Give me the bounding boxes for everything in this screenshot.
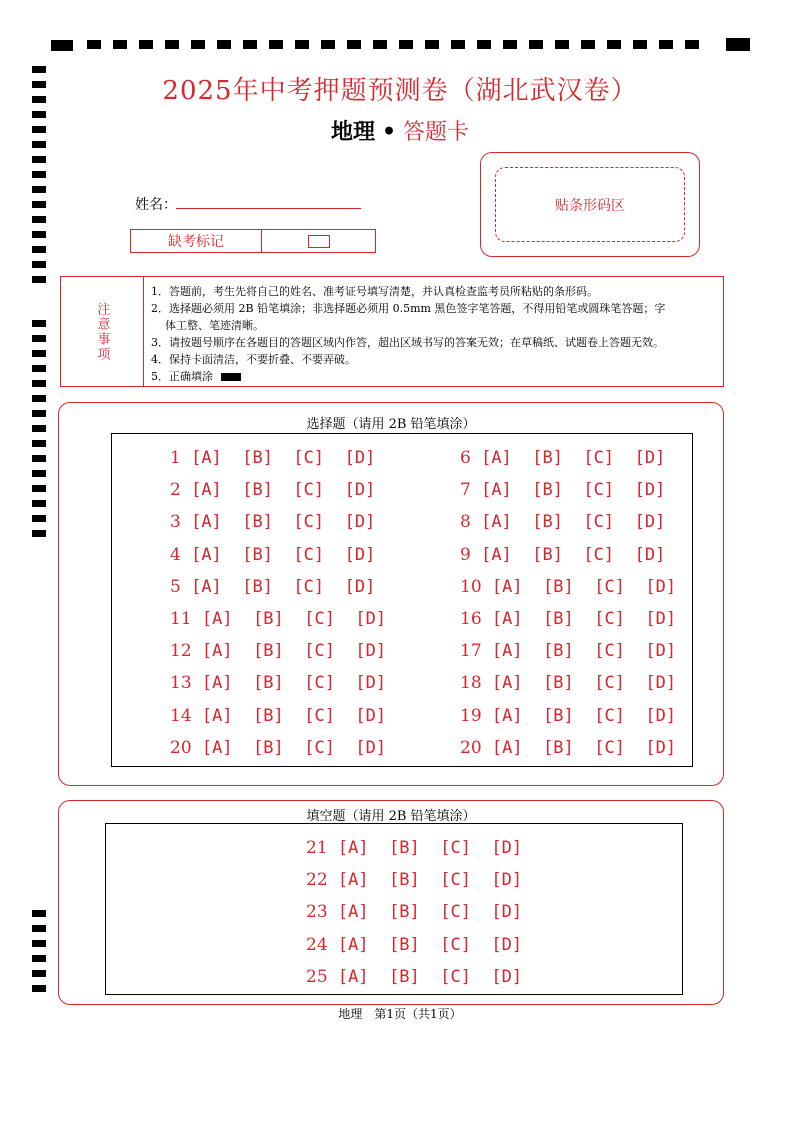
question-number: 20 — [460, 737, 482, 758]
choice-section — [58, 402, 724, 786]
answer-options[interactable]: [A] [B] [C] [D] — [191, 544, 376, 565]
name-field[interactable] — [176, 208, 361, 209]
answer-options[interactable]: [A] [B] [C] [D] — [491, 641, 677, 662]
choice-section-title: 选择题（请用 2B 铅笔填涂） — [306, 417, 476, 432]
answer-options[interactable]: [A] [B] [C] [D] — [201, 609, 387, 629]
answer-options[interactable]: [A] [B] [C] [D] — [491, 705, 677, 726]
question-number: 21 — [306, 838, 328, 858]
question-row — [460, 545, 665, 565]
absent-mark-row — [130, 229, 376, 253]
question-number: 10 — [460, 576, 482, 597]
notice-item: 4．保持卡面清洁，不要折叠、不要弄破。 — [151, 353, 356, 366]
answer-options[interactable]: [A] [B] [C] [D] — [481, 448, 666, 468]
barcode-label: 贴条形码区 — [555, 197, 625, 214]
question-number: 1 — [170, 448, 181, 468]
question-number: 14 — [170, 705, 192, 726]
question-row — [460, 609, 676, 629]
notice-item: 2．选择题必须用 2B 铅笔填涂；非选择题必须用 0.5mm 黑色签字笔答题，不得用铅笔或圆珠笔答题；字 — [151, 302, 666, 315]
fill-section-title: 填空题（请用 2B 铅笔填涂） — [306, 809, 476, 824]
question-row — [460, 512, 665, 532]
question-row — [460, 738, 676, 758]
notice-heading-cell — [61, 277, 144, 386]
question-row — [170, 706, 386, 726]
answer-options[interactable]: [A] [B] [C] [D] — [201, 705, 387, 726]
question-row — [306, 967, 522, 987]
notice-item-fill-example — [151, 368, 721, 385]
question-number: 3 — [170, 512, 181, 533]
question-row — [460, 673, 676, 693]
question-row — [460, 480, 665, 500]
answer-options[interactable]: [A] [B] [C] [D] — [337, 838, 523, 858]
answer-options[interactable]: [A] [B] [C] [D] — [201, 737, 387, 758]
answer-options[interactable]: [A] [B] [C] [D] — [491, 609, 677, 629]
notice-item: 3．请按题号顺序在各题目的答题区域内作答，超出区域书写的答案无效；在草稿纸、试题卷上答题无效。 — [151, 336, 664, 349]
notice-panel — [60, 276, 724, 387]
answer-options[interactable]: [A] [B] [C] [D] — [191, 576, 376, 597]
filled-bubble-example — [221, 373, 241, 381]
question-number: 8 — [460, 512, 471, 533]
answer-options[interactable]: [A] [B] [C] [D] — [201, 641, 387, 662]
notice-item: 体工整、笔迹清晰。 — [165, 319, 264, 332]
question-number: 20 — [170, 737, 192, 758]
question-row — [170, 738, 386, 758]
absent-mark-label: 缺考标记 — [131, 230, 262, 252]
question-number: 13 — [170, 673, 192, 694]
question-row — [306, 935, 522, 955]
absent-mark-checkbox[interactable] — [308, 235, 330, 248]
question-row — [460, 577, 676, 597]
question-row — [306, 838, 522, 858]
question-row — [460, 641, 676, 661]
question-number: 18 — [460, 673, 482, 694]
answer-options[interactable]: [A] [B] [C] [D] — [201, 673, 387, 694]
question-number: 7 — [460, 480, 471, 501]
question-number: 4 — [170, 544, 181, 565]
answer-options[interactable]: [A] [B] [C] [D] — [337, 870, 523, 891]
question-number: 24 — [306, 934, 328, 955]
absent-mark-cell — [262, 230, 375, 252]
answer-options[interactable]: [A] [B] [C] [D] — [191, 448, 376, 468]
notice-item: 1．答题前，考生先将自己的姓名、准考证号填写清楚，并认真检查监考员所粘贴的条形码。 — [151, 285, 598, 298]
answer-options[interactable]: [A] [B] [C] [D] — [191, 512, 376, 533]
question-number: 11 — [170, 609, 192, 629]
answer-options[interactable]: [A] [B] [C] [D] — [337, 934, 523, 955]
question-number: 17 — [460, 641, 482, 662]
question-number: 2 — [170, 480, 181, 501]
question-row — [170, 577, 375, 597]
answer-options[interactable]: [A] [B] [C] [D] — [337, 966, 523, 987]
name-label: 姓名： — [135, 197, 177, 213]
subject-label: 地理 — [330, 119, 375, 145]
question-row — [170, 512, 375, 532]
question-number: 12 — [170, 641, 192, 662]
question-row — [306, 870, 522, 890]
question-row — [170, 545, 375, 565]
question-row — [170, 480, 375, 500]
choice-answer-box — [111, 433, 693, 767]
answer-options[interactable]: [A] [B] [C] [D] — [481, 512, 666, 533]
question-row — [170, 673, 386, 693]
notice-item: 5．正确填涂 — [151, 370, 213, 383]
answer-options[interactable]: [A] [B] [C] [D] — [337, 902, 523, 923]
page-footer: 地理 第1页（共1页） — [338, 1007, 462, 1021]
question-number: 16 — [460, 609, 482, 629]
page-title: 2025年中考押题预测卷（湖北武汉卷） — [162, 76, 638, 106]
notice-body — [151, 283, 721, 385]
card-subtitle — [0, 115, 800, 146]
question-number: 9 — [460, 544, 471, 565]
answer-options[interactable]: [A] [B] [C] [D] — [491, 576, 677, 597]
answer-options[interactable]: [A] [B] [C] [D] — [491, 737, 677, 758]
answer-options[interactable]: [A] [B] [C] [D] — [491, 673, 677, 694]
question-number: 6 — [460, 448, 471, 468]
card-name: 答题卡 — [403, 120, 470, 145]
question-number: 19 — [460, 705, 482, 726]
question-number: 5 — [170, 576, 181, 597]
question-row — [460, 706, 676, 726]
question-number: 23 — [306, 902, 328, 923]
barcode-area — [480, 152, 700, 257]
question-row — [460, 448, 665, 468]
answer-options[interactable]: [A] [B] [C] [D] — [481, 544, 666, 565]
answer-options[interactable]: [A] [B] [C] [D] — [191, 480, 376, 501]
question-number: 25 — [306, 966, 328, 987]
fill-answer-box — [105, 823, 683, 995]
question-row — [306, 902, 522, 922]
question-row — [170, 641, 386, 661]
separator-dot: • — [381, 119, 397, 145]
barcode-paste-zone — [495, 167, 685, 242]
question-row — [170, 448, 375, 468]
notice-heading: 注意事项 — [94, 301, 110, 362]
answer-options[interactable]: [A] [B] [C] [D] — [481, 480, 666, 501]
fill-section — [58, 800, 724, 1005]
question-number: 22 — [306, 870, 328, 891]
question-row — [170, 609, 386, 629]
